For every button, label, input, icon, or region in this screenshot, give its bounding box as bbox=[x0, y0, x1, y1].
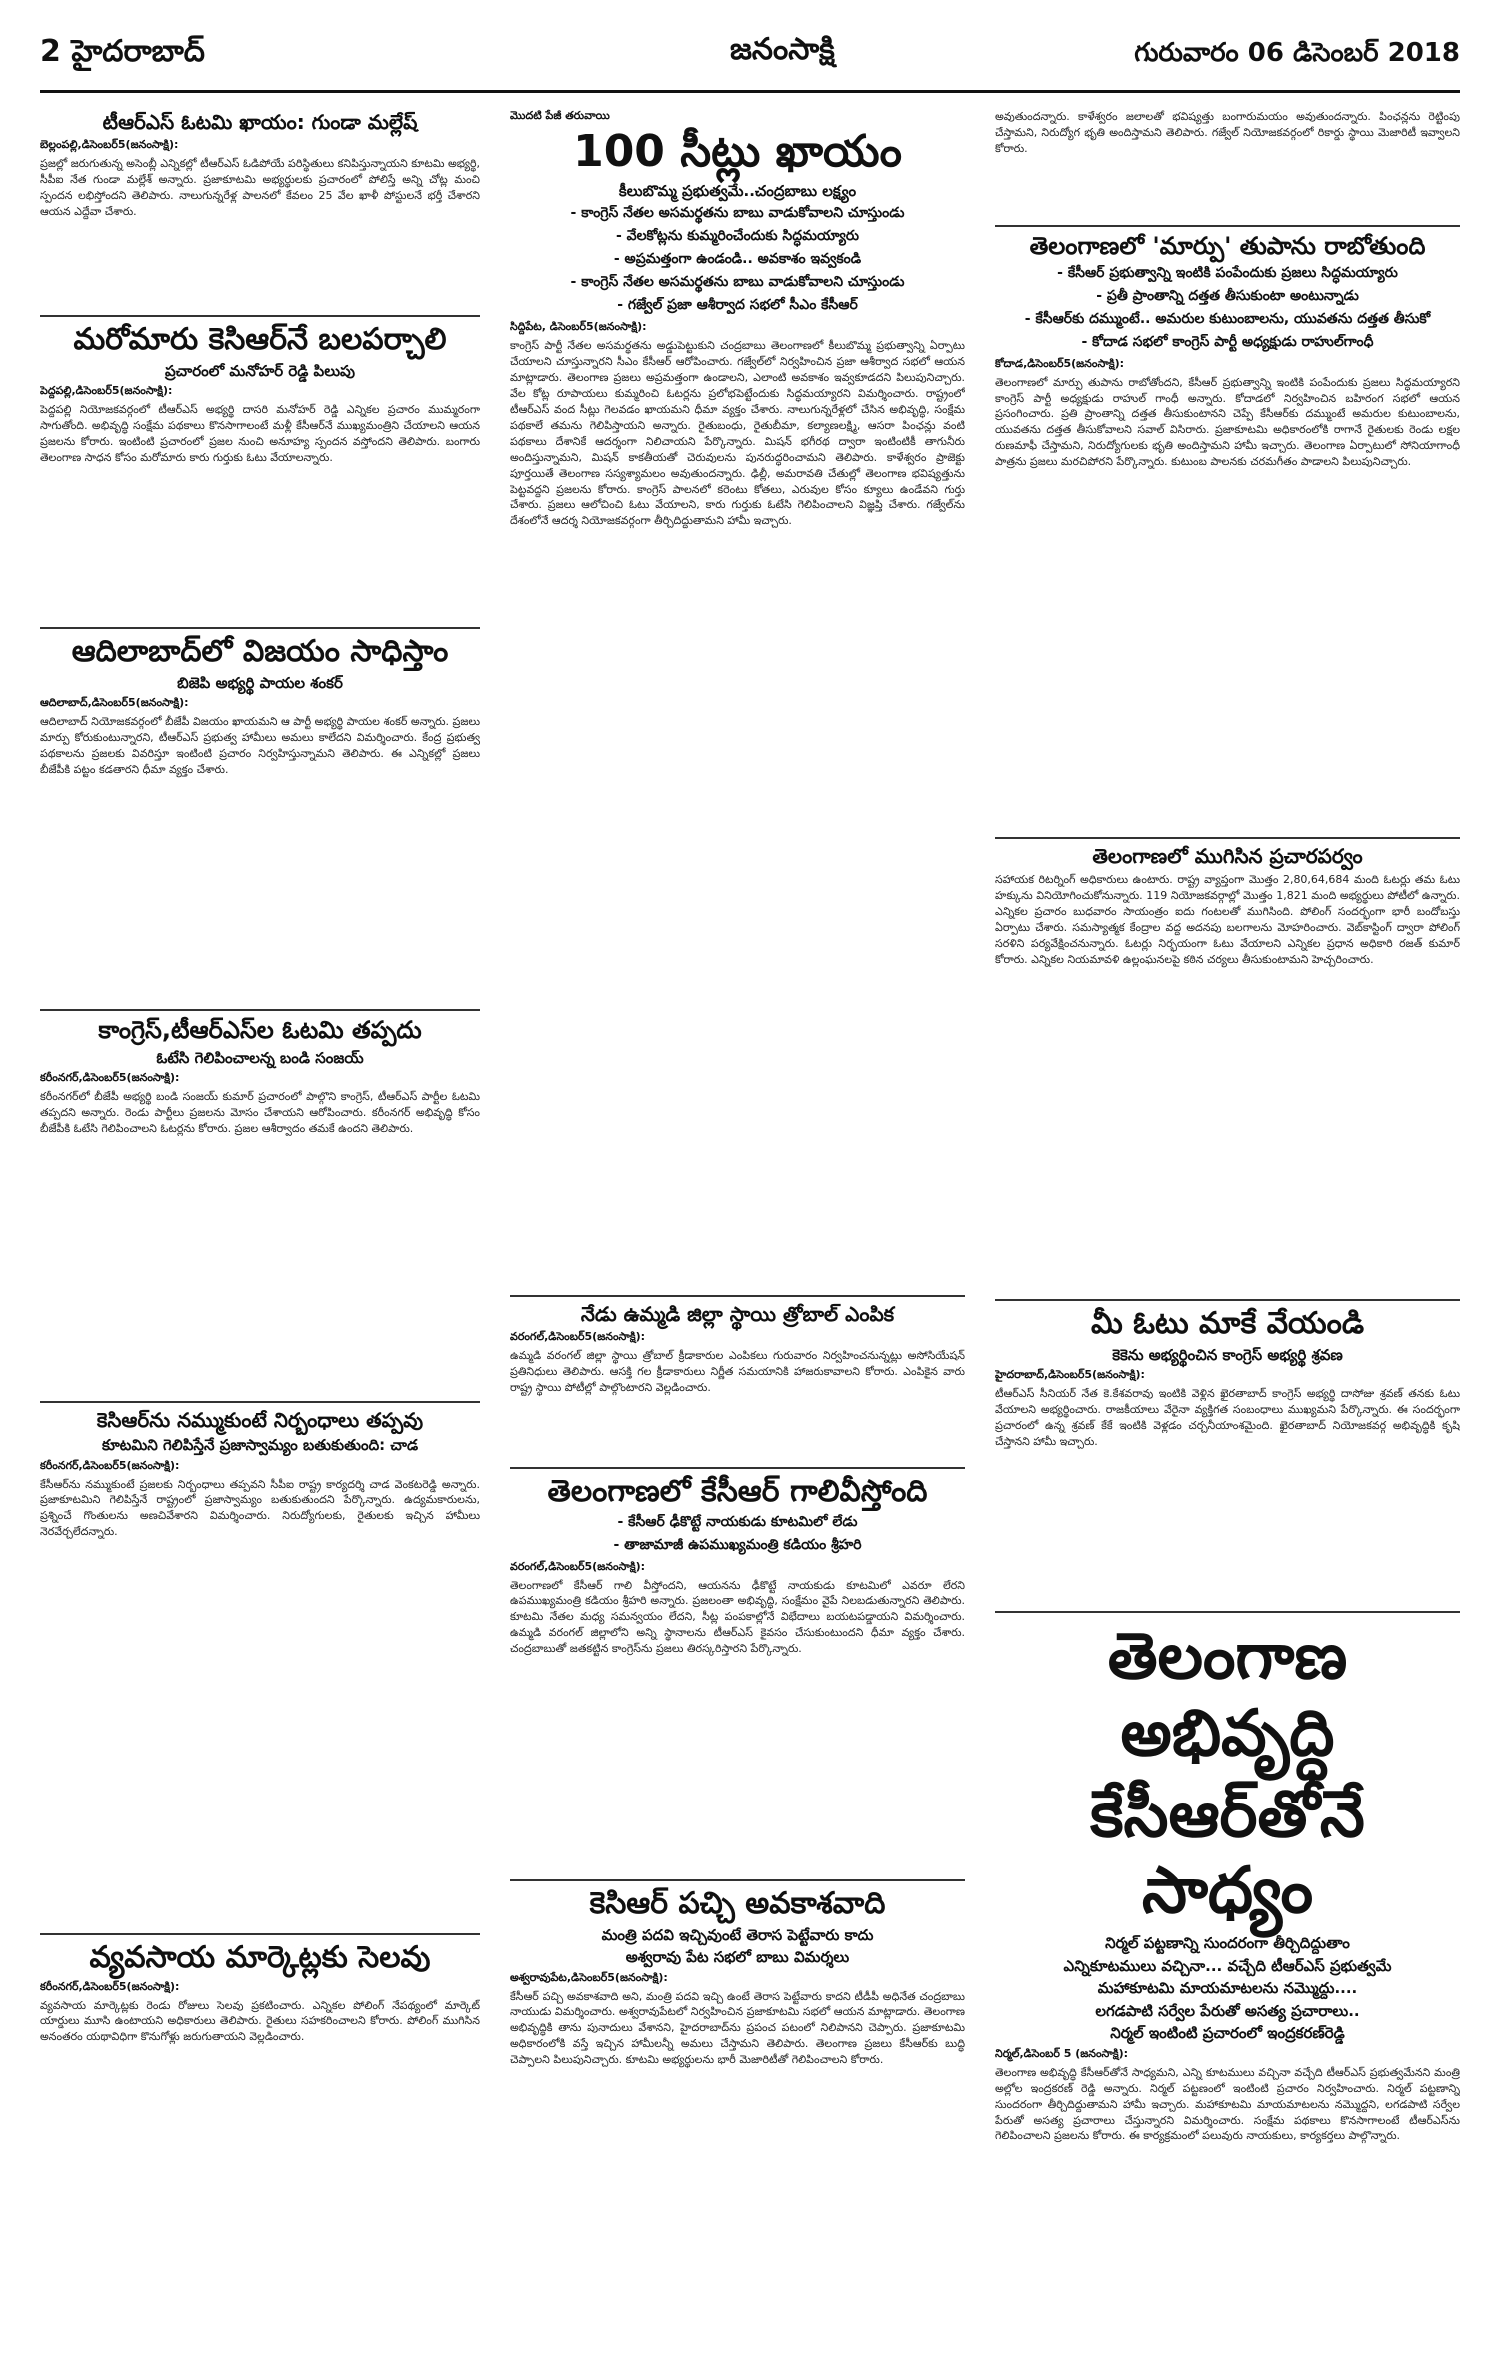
subheadline: నిర్మల్ ఇంటింటి ప్రచారంలో ఇంద్రకరణ్‌రెడ్డి bbox=[1110, 2024, 1345, 2043]
subheadline: బిజెపి అభ్యర్థి పాయల శంకర్ bbox=[177, 673, 343, 692]
article-body: టీఆర్ఎస్ సీనియర్ నేత కె.కేశవరావు ఇంటికి వెళ్లిన ఖైరతాబాద్ కాంగ్రెస్ అభ్యర్థి దాసోజు శ్రవణ్ తనకు ఓటు వేయాలని అభ్యర్థించారు. రాజకీయాలు వేరైనా వ్యక్తిగత సంబంధాలు ముఖ్యమని పేర్కొన్నారు. ఈ సందర్భంగా ప్రచారంలో ఉన్న శ్రవణ్ కేకే ఇంటికి వెళ్లడం చర్చనీయాంశమైంది. ఖైరతాబాద్ నియోజకవర్గ అభివృద్ధికి కృషి చేస్తానని హామీ ఇచ్చారు. bbox=[995, 1387, 1460, 1448]
subheadline: ప్రచారంలో మనోహర్ రెడ్డి పిలుపు bbox=[165, 361, 355, 380]
dateline: కరీంనగర్,డిసెంబర్5(జనంసాక్షి): bbox=[40, 1979, 180, 1993]
headline: మీ ఓటు మాకే వేయండి bbox=[1090, 1306, 1365, 1341]
headline: నేడు ఉమ్మడి జిల్లా స్థాయి త్రోబాల్ ఎంపిక bbox=[580, 1302, 895, 1326]
subheadline: మహాకూటమి మాయమాటలను నమ్మొద్దు.... bbox=[1097, 1979, 1358, 1998]
paper-name: జనంసాక్షి bbox=[730, 32, 835, 67]
article-body: కాంగ్రెస్ పార్టీ నేతల అసమర్థతను అడ్డుపెట్టుకుని చంద్రబాబు తెలంగాణలో కీలుబొమ్మ ప్రభుత్వాన్ని ఏర్పాటు చేయాలని చూస్తున్నారని సీఎం కేసీఆర్ ఆరోపించారు. గజ్వేల్‌లో నిర్వహించిన ప్రజా ఆశీర్వాద సభలో ఆయన మాట్లాడారు. తెలంగాణ ప్రజలు అప్రమత్తంగా ఉండాలని, ఎలాంటి అవకాశం ఇవ్వకూడదని పిలుపునిచ్చారు. వేల కోట్ల రూపాయలు కుమ్మరించి ఓటర్లను ప్రలోభపెట్టేందుకు సిద్ధమయ్యారని విమర్శించారు. రాష్ట్రంలో టీఆర్ఎస్ వంద సీట్లు గెలవడం ఖాయమని ధీమా వ్యక్తం చేశారు. నాలుగున్నరేళ్లలో చేసిన అభివృద్ధి, సంక్షేమ పథకాలే తమను గెలిపిస్తాయని అన్నారు. రైతుబంధు, రైతుబీమా, కల్యాణలక్ష్మి, ఆసరా పింఛన్లు వంటి పథకాలు దేశానికే ఆదర్శంగా నిలిచాయని పేర్కొన్నారు. మిషన్ భగీరథ ద్వారా ఇంటింటికీ తాగునీరు అందిస్తున్నామని, మిషన్ కాకతీయతో చెరువులను పునరుద్ధరించామని తెలిపారు. కాళేశ్వరం ప్రాజెక్టు పూర్తయితే తెలంగాణ సస్యశ్యామలం అవుతుందన్నారు. ఢిల్లీ, అమరావతి చేతుల్లో తెలంగాణ భవిష్యత్తును పెట్టవద్దని ప్రజలను కోరారు. కాంగ్రెస్ పాలనలో కరెంటు కోతలు, ఎరువుల కోసం క్యూలు ఉండేవని గుర్తు చేశారు. ప్రజలు ఆలోచించి ఓటు వేయాలని, కారు గుర్తుకు ఓటేసి గెలిపించాలని విజ్ఞప్తి చేశారు. గజ్వేల్‌ను దేశంలోనే ఆదర్శ నియోజకవర్గంగా తీర్చిదిద్దుతామని హామీ ఇచ్చారు. bbox=[510, 339, 965, 528]
bullet: - కాంగ్రెస్ నేతల అసమర్థతను బాబు వాడుకోవాలని చూస్తుండు bbox=[570, 274, 905, 291]
story-kadiyam bbox=[510, 1469, 965, 1881]
subheadline: ఓటేసి గెలిపించాలన్న బండి సంజయ్ bbox=[156, 1048, 364, 1067]
column-2 bbox=[510, 105, 965, 2330]
masthead bbox=[40, 20, 1460, 93]
subheadline: కూటమిని గెలిపిస్తేనే ప్రజాస్వామ్యం బతుకుతుంది: చాడ bbox=[101, 1436, 419, 1454]
bullet-list bbox=[510, 1514, 965, 1556]
headline: తెలంగాణలో ముగిసిన ప్రచారపర్వం bbox=[1092, 844, 1363, 868]
subheadline: ఎన్నికూటములు వచ్చినా... వచ్చేది టీఆర్ఎస్ ప్రభుత్వమే bbox=[1063, 1956, 1392, 1975]
dateline: హైదరాబాద్,డిసెంబర్5(జనంసాక్షి): bbox=[995, 1368, 1145, 1381]
headline: టీఆర్ఎస్ ఓటమి ఖాయం: గుండా మల్లేష్ bbox=[102, 110, 418, 134]
dateline: బెల్లంపల్లి,డిసెంబర్5(జనంసాక్షి): bbox=[40, 138, 179, 151]
headline: కాంగ్రెస్,టీఆర్ఎస్‌ల ఓటమి తప్పదు bbox=[98, 1016, 422, 1044]
subheadline: మంత్రి పదవి ఇచ్చివుంటే తెరాస పెట్టేవారు కాదు bbox=[601, 1925, 874, 1944]
dateline: ఆదిలాబాద్,డిసెంబర్5(జనంసాక్షి): bbox=[40, 696, 189, 709]
story-campaign-ends bbox=[995, 839, 1460, 1301]
dateline: వరంగల్,డిసెంబర్5(జనంసాక్షి): bbox=[510, 1559, 646, 1573]
bullet-list bbox=[995, 265, 1460, 353]
bullet: - కోదాడ సభలో కాంగ్రెస్ పార్టీ అధ్యక్షుడు రాహుల్‌గాంధీ bbox=[1081, 333, 1374, 350]
dateline: అశ్వరావుపేట,డిసెంబర్5(జనంసాక్షి): bbox=[510, 1970, 668, 1984]
subheadline: కెకెను అభ్యర్థించిన కాంగ్రెస్ అభ్యర్థి శ్రవణ bbox=[1112, 1345, 1343, 1364]
dateline: సిద్దిపేట, డిసెంబర్5(జనంసాక్షి): bbox=[510, 320, 647, 334]
article-body: కరీంనగర్‌లో బీజేపీ అభ్యర్థి బండి సంజయ్ కుమార్ ప్రచారంలో పాల్గొని కాంగ్రెస్, టీఆర్ఎస్ పార్టీల ఓటమి తప్పదని అన్నారు. రెండు పార్టీలు ప్రజలను మోసం చేశాయని ఆరోపించారు. కరీంనగర్ అభివృద్ధి కోసం బీజేపీకి ఓటేసి గెలిపించాలని ఓటర్లను కోరారు. ప్రజల ఆశీర్వాదం తమకే ఉందని తెలిపారు. bbox=[40, 1090, 480, 1135]
article-body: తెలంగాణలో మార్పు తుపాను రాబోతోందని, కేసీఆర్ ప్రభుత్వాన్ని ఇంటికి పంపేందుకు ప్రజలు సిద్ధమయ్యారని కాంగ్రెస్ పార్టీ అధ్యక్షుడు రాహుల్ గాంధీ అన్నారు. కోదాడలో నిర్వహించిన బహిరంగ సభలో ఆయన ప్రసంగించారు. ప్రతి ప్రాంతాన్ని దత్తత తీసుకుంటానని చెప్పే కేసీఆర్‌కు దమ్ముంటే అమరుల కుటుంబాలను, యువతను దత్తత తీసుకోవాలని సవాల్ విసిరారు. ప్రజాకూటమి అధికారంలోకి రాగానే రైతులకు రెండు లక్షల రుణమాఫీ చేస్తామని, నిరుద్యోగులకు భృతి అందిస్తామని హామీ ఇచ్చారు. తెలంగాణ ఏర్పాటులో సోనియాగాంధీ పాత్రను ప్రజలు మరచిపోరని పేర్కొన్నారు. కుటుంబ పాలనకు చరమగీతం పాడాలని పిలుపునిచ్చారు. bbox=[995, 375, 1460, 469]
headline-line-1: తెలంగాణ అభివృద్ధి bbox=[1107, 1620, 1348, 1771]
story-rahul-gandhi bbox=[995, 227, 1460, 839]
bullet: - కాంగ్రెస్ నేతల అసమర్థతను బాబు వాడుకోవాలని చూస్తుండు bbox=[570, 205, 905, 222]
headline: తెలంగాణలో కేసీఆర్ గాలివీస్తోంది bbox=[547, 1474, 928, 1509]
headline: ఆదిలాబాద్‌లో విజయం సాధిస్తాం bbox=[71, 634, 449, 669]
headline: తెలంగాణలో 'మార్పు' తుపాను రాబోతుంది bbox=[1029, 232, 1426, 260]
headline: 100 సీట్లు ఖాయం bbox=[573, 126, 902, 177]
bullet: - కేసీఆర్‌కు దమ్ముంటే.. అమరుల కుటుంబాలను, యువతను దత్తత తీసుకో bbox=[1024, 310, 1431, 327]
story-100-seats bbox=[510, 105, 965, 1297]
bullet: - కేసీఆర్ ఢీకొట్టే నాయకుడు కూటమిలో లేడు bbox=[617, 1513, 858, 1530]
article-body: తెలంగాణ అభివృద్ధి కేసీఆర్‌తోనే సాధ్యమని, ఎన్ని కూటములు వచ్చినా వచ్చేది టీఆర్ఎస్ ప్రభుత్వమేనని మంత్రి అల్లోల ఇంద్రకరణ్ రెడ్డి అన్నారు. నిర్మల్ పట్టణంలో ఇంటింటి ప్రచారం నిర్వహించారు. నిర్మల్ పట్టణాన్ని సుందరంగా తీర్చిదిద్దుతామని హామీ ఇచ్చారు. మహాకూటమి మాయమాటలను నమ్మొద్దని, లగడపాటి సర్వేల పేరుతో అసత్య ప్రచారాలు చేస్తున్నారని విమర్శించారు. సంక్షేమ పథకాలు కొనసాగాలంటే టీఆర్ఎస్‌ను గెలిపించాలని ప్రజలను కోరారు. ఈ కార్యక్రమంలో పలువురు నాయకులు, కార్యకర్తలు పాల్గొన్నారు. bbox=[995, 2065, 1460, 2143]
subheadline: లగడపాటి సర్వేల పేరుతో అసత్య ప్రచారాలు.. bbox=[1095, 2001, 1360, 2020]
dateline: వరంగల్,డిసెంబర్5(జనంసాక్షి): bbox=[510, 1330, 646, 1343]
bullet: - కేసీఆర్ ప్రభుత్వాన్ని ఇంటికి పంపేందుకు ప్రజలు సిద్ధమయ్యారు bbox=[1057, 264, 1398, 281]
article-body: ఉమ్మడి వరంగల్ జిల్లా స్థాయి త్రోబాల్ క్రీడాకారుల ఎంపికలు గురువారం నిర్వహించనున్నట్లు అసోసియేషన్ ప్రతినిధులు తెలిపారు. ఆసక్తి గల క్రీడాకారులు నిర్ణీత సమయానికి హాజరుకావాలని కోరారు. ఎంపికైన వారు రాష్ట్ర స్థాయి పోటీల్లో పాల్గొంటారని వెల్లడించారు. bbox=[510, 1349, 965, 1394]
subheadline: నిర్మల్ పట్టణాన్ని సుందరంగా తీర్చిదిద్దుతాం bbox=[1105, 1934, 1350, 1953]
dateline: కోదాడ,డిసెంబర్5(జనంసాక్షి): bbox=[995, 356, 1124, 370]
dateline: కరీంనగర్,డిసెంబర్5(జనంసాక్షి): bbox=[40, 1071, 180, 1085]
bullet: - తాజామాజీ ఉపముఖ్యమంత్రి కడియం శ్రీహరి bbox=[613, 1536, 862, 1553]
headline: కెసిఆర్‌ను నమ్ముకుంటే నిర్బంధాలు తప్పవు bbox=[96, 1408, 424, 1432]
story-manohar-reddy bbox=[40, 317, 480, 629]
subheadline: కీలుబొమ్మ ప్రభుత్వమే..చంద్రబాబు లక్ష్యం bbox=[618, 181, 857, 200]
story-continued bbox=[995, 105, 1460, 227]
bullet: - వేలకోట్లను కుమ్మరించేందుకు సిద్ధమయ్యారు bbox=[615, 228, 860, 245]
story-adilabad bbox=[40, 629, 480, 1011]
dateline: నిర్మల్,డిసెంబర్ 5 (జనంసాక్షి): bbox=[995, 2046, 1129, 2060]
story-throwball bbox=[510, 1297, 965, 1469]
column-3 bbox=[995, 105, 1460, 2330]
headline-line-2: కేసీఆర్‌తోనే సాధ్యం bbox=[1090, 1777, 1365, 1929]
article-body: ప్రజల్లో జరుగుతున్న అసెంబ్లీ ఎన్నికల్లో టీఆర్ఎస్ ఓడిపోయే పరిస్థితులు కనిపిస్తున్నాయని కూటమి అభ్యర్థి, సీపీఐ నేత గుండా మల్లేశ్ అన్నారు. ప్రజాకూటమి అభ్యర్థులకు ప్రచారంలో పోలిస్తే అన్ని చోట్ల మంచి స్పందన లభిస్తోందని తెలిపారు. నాలుగున్నరేళ్ల పాలనలో కేవలం 25 వేల ఖాళీ పోస్టులనే భర్తీ చేశారని ఆయన ఎద్దేవా చేశారు. bbox=[40, 157, 480, 218]
story-chandrababu bbox=[510, 1881, 965, 2330]
headline: మరోమారు కెసిఆర్‌నే బలపర్చాలి bbox=[73, 322, 447, 357]
bullet: - గజ్వేల్ ప్రజా ఆశీర్వాద సభలో సీఎం కేసీఆర్ bbox=[617, 297, 858, 314]
article-body: వ్యవసాయ మార్కెట్లకు రెండు రోజులు సెలవు ప్రకటించారు. ఎన్నికల పోలింగ్ నేపథ్యంలో మార్కెట్ యార్డులు మూసి ఉంటాయని అధికారులు తెలిపారు. రైతులు సహకరించాలని కోరారు. పోలింగ్ ముగిసిన అనంతరం యథావిధిగా కొనుగోళ్లు జరుగుతాయని వెల్లడించారు. bbox=[40, 1998, 480, 2044]
headline: కెసిఆర్ పచ్చి అవకాశవాది bbox=[589, 1886, 886, 1921]
story-sravan bbox=[995, 1301, 1460, 1613]
article-body: సహాయక రిటర్నింగ్ అధికారులు ఉంటారు. రాష్ట్ర వ్యాప్తంగా మొత్తం 2,80,64,684 మంది ఓటర్లు తమ ఓటు హక్కును వినియోగించుకోనున్నారు. 119 నియోజకవర్గాల్లో మొత్తం 1,821 మంది అభ్యర్థులు పోటీలో ఉన్నారు. ఎన్నికల ప్రచారం బుధవారం సాయంత్రం ఐదు గంటలతో ముగిసింది. పోలింగ్ సందర్భంగా భారీ బందోబస్తు ఏర్పాటు చేశారు. సమస్యాత్మక కేంద్రాల వద్ద అదనపు బలగాలను మోహరించారు. వెబ్‌కాస్టింగ్ ద్వారా పోలింగ్ సరళిని పర్యవేక్షించనున్నారు. ఓటర్లు నిర్భయంగా ఓటు వేయాలని ఎన్నికల ప్రధాన అధికారి రజత్ కుమార్ కోరారు. ఎన్నికల నియమావళి ఉల్లంఘనలపై కఠిన చర్యలు తీసుకుంటామని హెచ్చరించారు. bbox=[995, 873, 1460, 966]
dateline: కరీంనగర్,డిసెంబర్5(జనంసాక్షి): bbox=[40, 1458, 180, 1472]
article-body: కేసీఆర్‌ను నమ్ముకుంటే ప్రజలకు నిర్బంధాలు తప్పవని సీపీఐ రాష్ట్ర కార్యదర్శి చాడ వెంకటరెడ్డి అన్నారు. ప్రజాకూటమిని గెలిపిస్తేనే రాష్ట్రంలో ప్రజాస్వామ్యం బతుకుతుందని పేర్కొన్నారు. ఉద్యమకారులను, ప్రశ్నించే గొంతులను అణచివేశారని విమర్శించారు. నిరుద్యోగులకు, రైతులకు ఇచ్చిన హామీలు నెరవేర్చలేదన్నారు. bbox=[40, 1477, 480, 1539]
bullet: - ప్రతీ ప్రాంతాన్ని దత్తత తీసుకుంటా అంటున్నాడు bbox=[1096, 287, 1359, 304]
article-body: పెద్దపల్లి నియోజకవర్గంలో టీఆర్ఎస్ అభ్యర్థి దాసరి మనోహర్ రెడ్డి ఎన్నికల ప్రచారం ముమ్మరంగా సాగుతోంది. అభివృద్ధి సంక్షేమ పథకాలు కొనసాగాలంటే మళ్లీ కేసీఆర్‌నే ముఖ్యమంత్రిని చేయాలని ఆయన ప్రజలను కోరారు. ఇంటింటి ప్రచారంలో ప్రజల నుంచి అనూహ్య స్పందన వస్తోందని తెలిపారు. బంగారు తెలంగాణ సాధన కోసం మరోమారు కారు గుర్తుకు ఓటు వేయాలన్నారు. bbox=[40, 403, 480, 464]
dateline: పెద్దపల్లి,డిసెంబర్5(జనంసాక్షి): bbox=[40, 384, 173, 397]
subheadline: అశ్వరావు పేట సభలో బాబు విమర్శలు bbox=[625, 1948, 850, 1966]
article-body: కేసీఆర్ పచ్చి అవకాశవాది అని, మంత్రి పదవి ఇచ్చి ఉంటే తెరాస పెట్టేవారు కాదని టీడీపీ అధినేత చంద్రబాబు నాయుడు విమర్శించారు. అశ్వరావుపేటలో నిర్వహించిన ప్రజాకూటమి సభలో ఆయన మాట్లాడారు. తెలంగాణ అభివృద్ధికి తాను పునాదులు వేశానని, హైదరాబాద్‌ను ప్రపంచ పటంలో నిలిపానని చెప్పారు. ప్రజాకూటమి అధికారంలోకి వస్తే ఇచ్చిన హామీలన్నీ అమలు చేస్తామని తెలిపారు. తెలంగాణ ప్రజలు కేసీఆర్‌కు బుద్ధి చెప్పాలని పిలుపునిచ్చారు. కూటమి అభ్యర్థులను భారీ మెజారిటీతో గెలిపించాలని కోరారు. bbox=[510, 1989, 965, 2067]
story-mallesh bbox=[40, 105, 480, 317]
story-indrakaran-reddy bbox=[995, 1613, 1460, 2330]
story-chada bbox=[40, 1403, 480, 1935]
bullet: - అప్రమత్తంగా ఉండండి.. అవకాశం ఇవ్వకండి bbox=[613, 251, 862, 268]
bullet-list bbox=[510, 205, 965, 316]
article-body: ఆదిలాబాద్ నియోజకవర్గంలో బీజేపీ విజయం ఖాయమని ఆ పార్టీ అభ్యర్థి పాయల శంకర్ అన్నారు. ప్రజలు మార్పు కోరుకుంటున్నారని, టీఆర్ఎస్ ప్రభుత్వ హామీలు అమలు కాలేదని విమర్శించారు. కేంద్ర ప్రభుత్వ పథకాలను ప్రజలకు వివరిస్తూ ఇంటింటి ప్రచారం నిర్వహిస్తున్నామని తెలిపారు. ఈ ఎన్నికల్లో ప్రజలు బీజేపీకి పట్టం కడతారని ధీమా వ్యక్తం చేశారు. bbox=[40, 715, 480, 776]
story-bandi-sanjay bbox=[40, 1011, 480, 1403]
page-label: 2 హైదరాబాద్ bbox=[40, 34, 205, 69]
headline: వ్యవసాయ మార్కెట్లకు సెలవు bbox=[89, 1940, 431, 1975]
article-body: అవుతుందన్నారు. కాళేశ్వరం జలాలతో భవిష్యత్తు బంగారుమయం అవుతుందన్నారు. పింఛన్లను రెట్టింపు చేస్తామని, నిరుద్యోగ భృతి అందిస్తామని తెలిపారు. గజ్వేల్ నియోజకవర్గంలో రికార్డు స్థాయి మెజారిటీ ఇవ్వాలని కోరారు. bbox=[995, 110, 1460, 155]
article-body: తెలంగాణలో కేసీఆర్ గాలి వీస్తోందని, ఆయనను ఢీకొట్టే నాయకుడు కూటమిలో ఎవరూ లేరని ఉపముఖ్యమంత్రి కడియం శ్రీహరి అన్నారు. ప్రజలంతా అభివృద్ధి, సంక్షేమం వైపే నిలబడుతున్నారని తెలిపారు. కూటమి నేతల మధ్య సమన్వయం లేదని, సీట్ల పంపకాల్లోనే విభేదాలు బయటపడ్డాయని విమర్శించారు. ఉమ్మడి వరంగల్ జిల్లాలోని అన్ని స్థానాలను టీఆర్ఎస్ కైవసం చేసుకుంటుందని ధీమా వ్యక్తం చేశారు. చంద్రబాబుతో జతకట్టిన కాంగ్రెస్‌ను ప్రజలు తిరస్కరిస్తారని పేర్కొన్నారు. bbox=[510, 1578, 965, 1656]
story-market-holiday bbox=[40, 1935, 480, 2275]
continued-kicker: మొదటి పేజీ తరువాయి bbox=[510, 109, 610, 122]
issue-date: గురువారం 06 డిసెంబర్ 2018 bbox=[1134, 38, 1460, 68]
column-1 bbox=[40, 105, 480, 2330]
